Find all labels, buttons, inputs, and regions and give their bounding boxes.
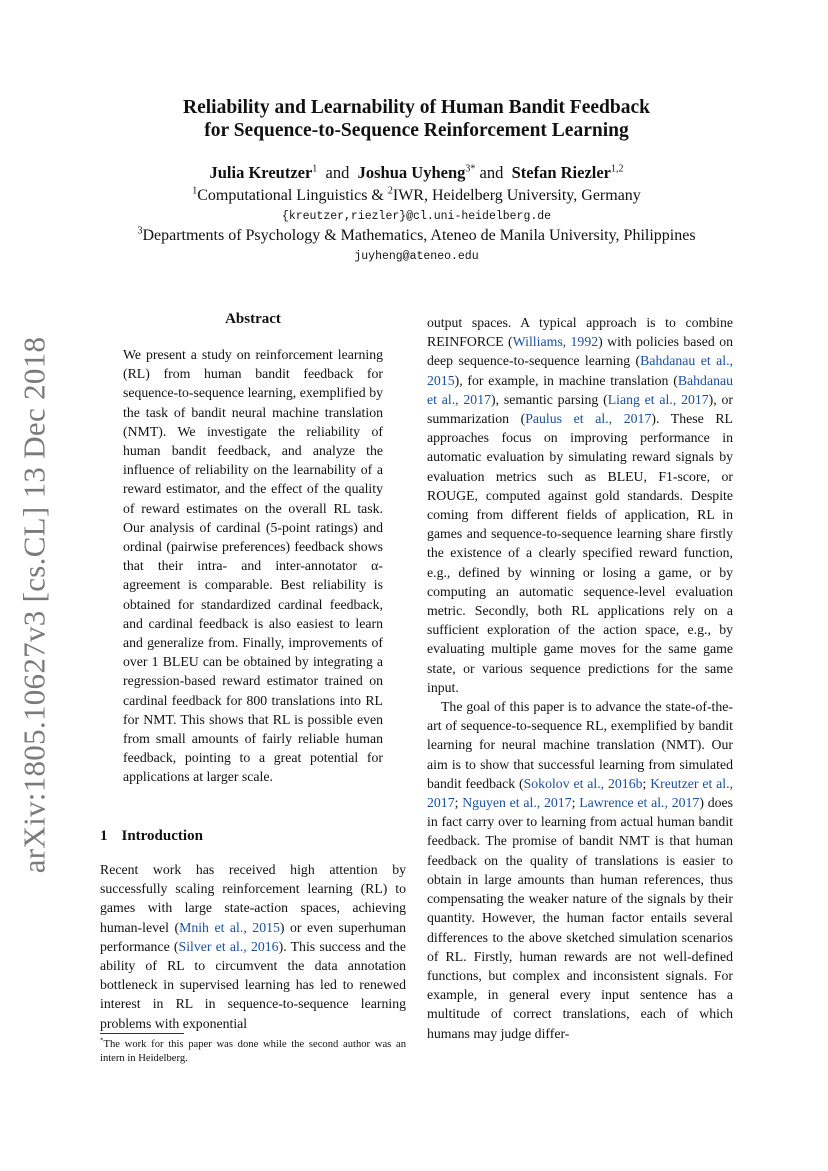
arxiv-identifier [6, 336, 62, 874]
footnote-divider [100, 1033, 184, 1034]
email-2: juyheng@ateneo.edu [354, 250, 479, 263]
citation-separator: ; [642, 775, 651, 791]
author-sep-2: and [479, 163, 504, 182]
footnote [100, 1038, 406, 1065]
citation-link[interactable]: Lawrence et al., 2017 [579, 795, 700, 811]
citation-link[interactable]: Kreutzer et al., 2017 [427, 775, 733, 811]
body-text: ) with policies based on deep sequence-to-sequence learning ( [427, 334, 733, 369]
body-text: The goal of this paper is to advance the state-of-the-art of sequence-to-sequence RL, exemplified by bandit learning for neural machine translation (NMT). Our aim is to show that successful learning from simulated bandit feedback ( [427, 699, 733, 791]
citation-link[interactable]: Silver et al., 2016 [178, 938, 279, 954]
footnote-text: The work for this paper was done while the second author was an intern in Heidelberg. [100, 1039, 406, 1064]
abstract-body [123, 345, 383, 787]
arxiv-id-text: arXiv:1805.10627v3 [cs.CL] 13 Dec 2018 [16, 336, 51, 874]
section-number: 1 [100, 828, 108, 844]
citation-separator: ; [571, 795, 580, 811]
title-line-2: for Sequence-to-Sequence Reinforcement Learning [204, 120, 629, 141]
author-sep-1: and [325, 163, 350, 182]
citation-link[interactable]: Sokolov et al., 2016b [523, 775, 643, 791]
body-text: ), semantic parsing ( [491, 391, 608, 407]
affiliation-line-1 [60, 186, 773, 205]
right-paragraph-2 [427, 697, 733, 1043]
author-3-sup: 1,2 [611, 163, 624, 175]
citation-link[interactable]: Bahdanau et al., 2015 [427, 353, 733, 388]
body-text: output spaces. A typical approach is to combine REINFORCE ( [427, 315, 733, 350]
title-line-1: Reliability and Learnability of Human Bandit Feedback [183, 97, 650, 118]
abstract-heading: Abstract [225, 311, 281, 327]
author-list [100, 163, 733, 183]
intro-text-1: Recent work has received high attention by successfully scaling reinforcement learning (RL) to games with large state-action spaces, achieving human-level ( [100, 862, 406, 935]
citation-link[interactable]: Bahdanau et al., 2017 [427, 372, 733, 407]
intro-paragraph [100, 860, 406, 1033]
citation-link[interactable]: Nguyen et al., 2017 [462, 795, 572, 811]
footnote-mark: * [100, 1036, 104, 1045]
section-title: Introduction [121, 828, 203, 844]
citation-link[interactable]: Williams, 1992 [512, 334, 599, 350]
author-3: Stefan Riezler [511, 163, 611, 182]
affiliation-line-2 [60, 226, 773, 245]
intro-text-3: ). This success and the ability of RL to circumvent the data annotation bottleneck in supervised learning has led to renewed interest in RL in sequence-to-sequence learning problems with exponential [100, 938, 406, 1031]
citation-separator: ; [454, 795, 463, 811]
citation-link[interactable]: Liang et al., 2017 [607, 391, 709, 407]
aff2-sup: 2 [387, 185, 393, 197]
intro-text-2: ) or even superhuman performance ( [100, 919, 406, 954]
abstract-text: We present a study on reinforcement learning (RL) from human bandit feedback for sequence-to-sequence learning, exemplified by the task of bandit neural machine translation (NMT). We investigate the reliability of human bandit feedback, and analyze the influence of reliability on the learnability of a reward estimator, and the effect of the quality of reward estimates on the overall RL task. Our analysis of cardinal (5-point ratings) and ordinal (pairwise preferences) feedback shows that their intra- and inter-annotator α-agreement is comparable. Best reliability is obtained for standardized cardinal feedback, and cardinal feedback is also easiest to learn and generalize from. Finally, improvements of over 1 BLEU can be obtained by integrating a regression-based reward estimator trained on cardinal feedback for 800 translations into RL for NMT. This shows that RL is possible even from small amounts of fairly reliable human feedback, pointing to a great potential for applications at larger scale. [123, 347, 383, 785]
aff3-sup: 3 [137, 225, 143, 237]
aff3-text: Departments of Psychology & Mathematics, Ateneo de Manila University, Philippines [142, 227, 696, 244]
section-heading [100, 828, 203, 845]
body-text: ) does in fact carry over to learning from actual human bandit feedback. The promise of bandit NMT is that human feedback on the quality of translations is easier to obtain in large amounts than human references, thus compensating the weaker nature of the signals by their quantity. However, the human factor entails several differences to the above sketched simulation scenarios of RL. Firstly, human rewards are not well-defined functions, but complex and inconsistent signals. For example, in general every input sentence has a multitude of correct translations, each of which humans may judge differ- [427, 795, 733, 1041]
body-text: ). These RL approaches focus on improving performance in automatic evaluation by simulating reward signals by evaluation metrics such as BLEU, F1-score, or ROUGE, computed against gold standards. Despite coming from different fields of application, RL in games and sequence-to-sequence learning share firstly the existence of a clearly specified reward function, e.g., defined by winning or losing a game, or by computing an automatic sequence-level evaluation metric. Secondly, both RL applications rely on a sufficient exploration of the action space, e.g., by evaluating multiple game moves for the same game state, or various sequence predictions for the same input. [427, 411, 733, 695]
right-paragraph-1 [427, 313, 733, 697]
aff1-sup: 1 [192, 185, 198, 197]
paper-title [100, 96, 733, 142]
aff2-text: IWR, Heidelberg University, Germany [392, 187, 641, 204]
author-2: Joshua Uyheng [357, 163, 466, 182]
right-column [427, 313, 733, 1043]
citation-link[interactable]: Mnih et al., 2015 [179, 919, 280, 935]
body-text: ), or summarization ( [427, 391, 734, 427]
author-1: Julia Kreutzer [209, 163, 313, 182]
citation-link[interactable]: Paulus et al., 2017 [525, 411, 652, 427]
author-1-sup: 1 [312, 163, 318, 175]
body-text: ), for example, in machine translation ( [454, 372, 678, 388]
aff1-text: Computational Linguistics & [197, 187, 388, 204]
email-1: {kreutzer,riezler}@cl.uni-heidelberg.de [281, 210, 552, 223]
author-2-sup: 3* [465, 163, 476, 175]
